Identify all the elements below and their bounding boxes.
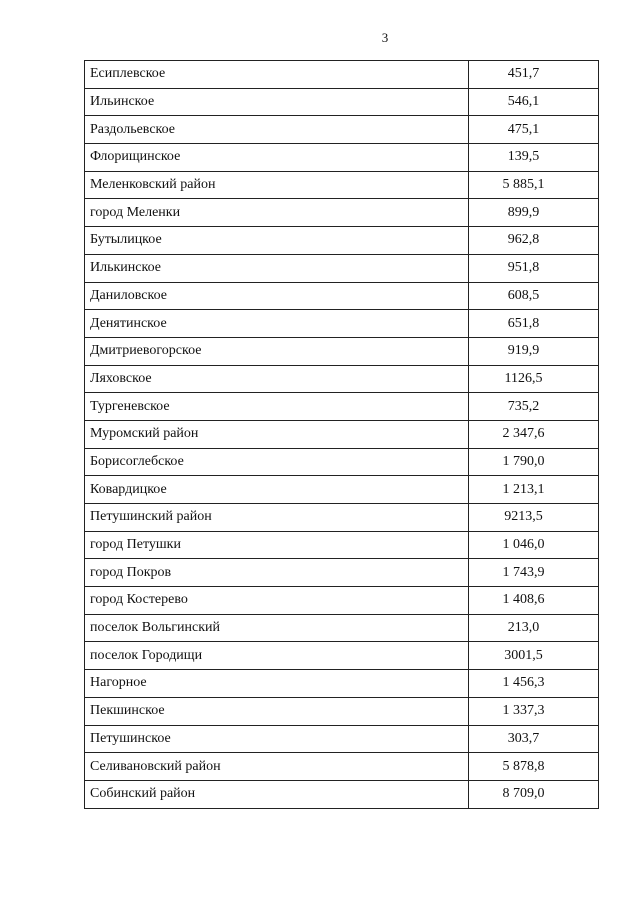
value-cell: 651,8 <box>469 310 599 338</box>
table-row <box>85 780 599 808</box>
table-row <box>85 61 599 89</box>
value-cell: 451,7 <box>469 61 599 89</box>
municipality-name-cell: Ляховское <box>85 365 469 393</box>
table-row <box>85 448 599 476</box>
value-cell: 1 337,3 <box>469 697 599 725</box>
municipality-name-cell: поселок Городищи <box>85 642 469 670</box>
table-row <box>85 614 599 642</box>
document-table-container <box>84 60 599 809</box>
table-row <box>85 116 599 144</box>
table-row <box>85 88 599 116</box>
value-cell: 475,1 <box>469 116 599 144</box>
municipality-name-cell: Денятинское <box>85 310 469 338</box>
value-cell: 1 456,3 <box>469 670 599 698</box>
municipality-name-cell: Муромский район <box>85 420 469 448</box>
municipality-name-cell: Дмитриевогорское <box>85 337 469 365</box>
value-cell: 735,2 <box>469 393 599 421</box>
municipality-name-cell: город Костерево <box>85 587 469 615</box>
value-cell: 608,5 <box>469 282 599 310</box>
table-row <box>85 420 599 448</box>
municipality-name-cell: Собинский район <box>85 780 469 808</box>
value-cell: 546,1 <box>469 88 599 116</box>
value-cell: 1 743,9 <box>469 559 599 587</box>
value-cell: 1126,5 <box>469 365 599 393</box>
municipality-name-cell: Ильинское <box>85 88 469 116</box>
table-row <box>85 310 599 338</box>
table-row <box>85 670 599 698</box>
table-row <box>85 365 599 393</box>
value-cell: 1 408,6 <box>469 587 599 615</box>
municipality-name-cell: Петушинское <box>85 725 469 753</box>
value-cell: 139,5 <box>469 144 599 172</box>
value-cell: 5 878,8 <box>469 753 599 781</box>
value-cell: 213,0 <box>469 614 599 642</box>
municipality-name-cell: Петушинский район <box>85 504 469 532</box>
value-cell: 962,8 <box>469 227 599 255</box>
municipality-name-cell: Раздольевское <box>85 116 469 144</box>
table-row <box>85 337 599 365</box>
table-row <box>85 725 599 753</box>
value-cell: 3001,5 <box>469 642 599 670</box>
table-row <box>85 587 599 615</box>
table-row <box>85 753 599 781</box>
value-cell: 1 790,0 <box>469 448 599 476</box>
municipality-name-cell: Даниловское <box>85 282 469 310</box>
municipality-name-cell: Бутылицкое <box>85 227 469 255</box>
table-row <box>85 171 599 199</box>
table-body <box>85 61 599 809</box>
value-cell: 1 046,0 <box>469 531 599 559</box>
municipality-name-cell: город Петушки <box>85 531 469 559</box>
municipality-name-cell: город Покров <box>85 559 469 587</box>
table-row <box>85 559 599 587</box>
value-cell: 8 709,0 <box>469 780 599 808</box>
table-row <box>85 199 599 227</box>
municipality-name-cell: поселок Вольгинский <box>85 614 469 642</box>
table-row <box>85 531 599 559</box>
municipality-name-cell: город Меленки <box>85 199 469 227</box>
municipality-name-cell: Меленковский район <box>85 171 469 199</box>
municipality-name-cell: Тургеневское <box>85 393 469 421</box>
table-row <box>85 642 599 670</box>
municipality-values-table <box>84 60 599 809</box>
value-cell: 1 213,1 <box>469 476 599 504</box>
table-row <box>85 227 599 255</box>
table-row <box>85 144 599 172</box>
value-cell: 5 885,1 <box>469 171 599 199</box>
municipality-name-cell: Ковардицкое <box>85 476 469 504</box>
table-row <box>85 476 599 504</box>
municipality-name-cell: Борисоглебское <box>85 448 469 476</box>
value-cell: 951,8 <box>469 254 599 282</box>
municipality-name-cell: Пекшинское <box>85 697 469 725</box>
municipality-name-cell: Нагорное <box>85 670 469 698</box>
municipality-name-cell: Флорищинское <box>85 144 469 172</box>
table-row <box>85 697 599 725</box>
table-row <box>85 504 599 532</box>
municipality-name-cell: Есиплевское <box>85 61 469 89</box>
table-row <box>85 393 599 421</box>
table-row <box>85 254 599 282</box>
page-number: 3 <box>381 30 389 45</box>
value-cell: 9213,5 <box>469 504 599 532</box>
value-cell: 2 347,6 <box>469 420 599 448</box>
value-cell: 919,9 <box>469 337 599 365</box>
municipality-name-cell: Илькинское <box>85 254 469 282</box>
value-cell: 303,7 <box>469 725 599 753</box>
value-cell: 899,9 <box>469 199 599 227</box>
municipality-name-cell: Селивановский район <box>85 753 469 781</box>
table-row <box>85 282 599 310</box>
